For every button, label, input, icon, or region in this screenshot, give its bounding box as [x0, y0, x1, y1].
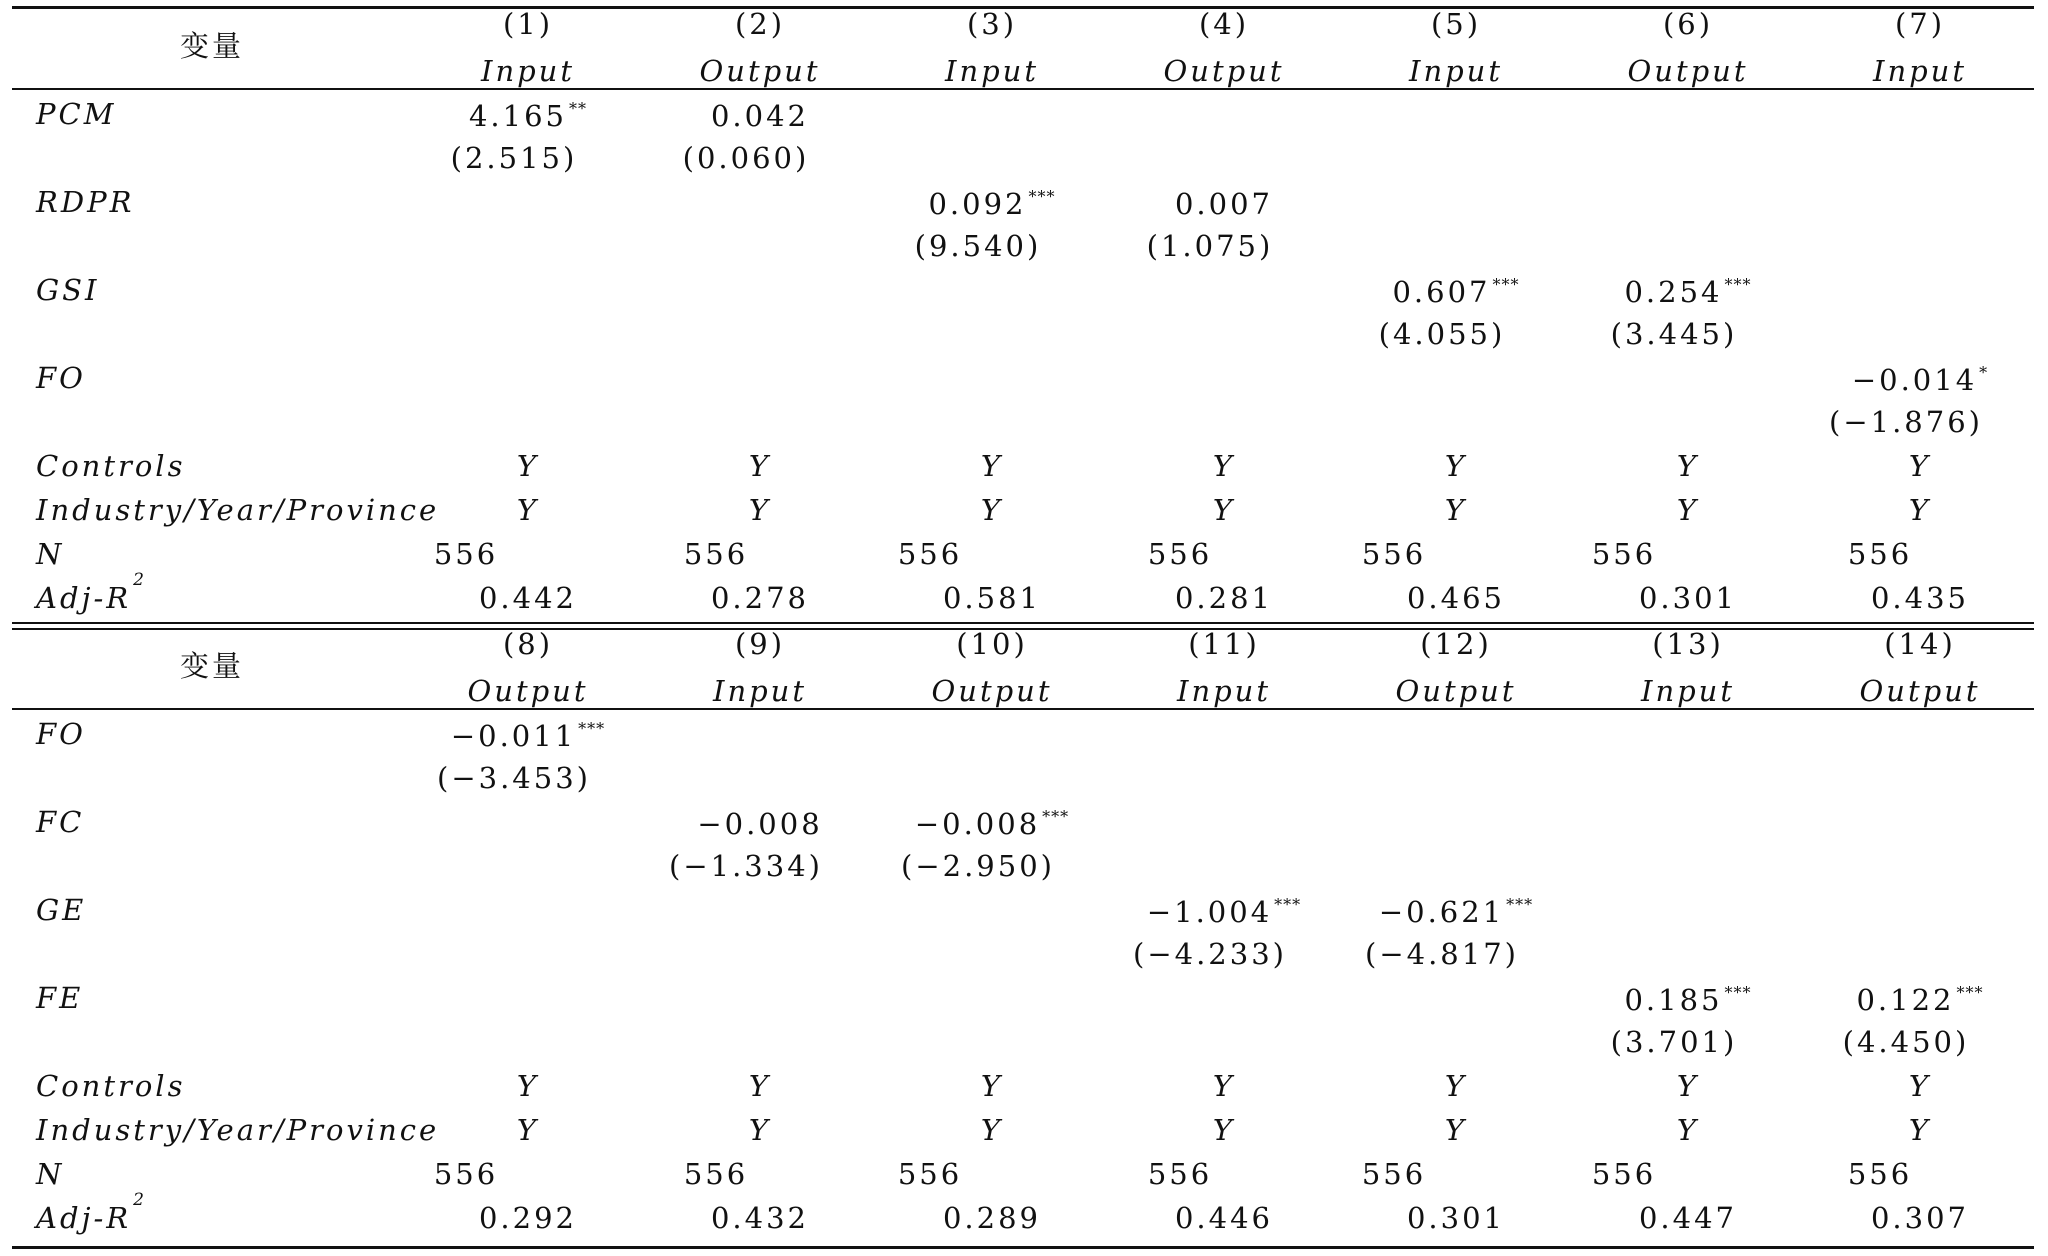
controls-label: Controls [36, 1069, 186, 1103]
adj-r2-value: 0.442 [478, 581, 578, 615]
t-statistic: (−1.876) [1829, 405, 1983, 439]
column-type: Input [712, 674, 808, 708]
t-statistic: (−1.334) [669, 849, 823, 883]
adj-r2-value: 0.447 [1638, 1201, 1738, 1235]
n-value: 556 [1591, 1157, 1657, 1191]
coefficient-value: −0.014 * [1851, 363, 1989, 397]
coefficient-value: 0.042 [710, 99, 810, 133]
column-number: (5) [1430, 7, 1482, 41]
fixed-effects-value: Y [1212, 493, 1236, 527]
t-statistic: (1.075) [1146, 229, 1274, 263]
coefficient-value: −1.004 *** [1146, 895, 1302, 929]
coefficient-value: −0.008 *** [914, 807, 1070, 841]
t-statistic: (4.055) [1378, 317, 1506, 351]
adj-r2-value: 0.281 [1174, 581, 1274, 615]
header-variable-label: 变量 [179, 649, 245, 683]
header-rule-b [12, 708, 2034, 710]
separator-rule-1 [12, 622, 2034, 624]
coefficient-value: −0.621 *** [1378, 895, 1534, 929]
variable-label: FO [36, 717, 86, 751]
controls-value: Y [1444, 449, 1468, 483]
column-number: (3) [966, 7, 1018, 41]
column-type: Input [1408, 54, 1504, 88]
fixed-effects-value: Y [1444, 1113, 1468, 1147]
variable-label: PCM [36, 97, 117, 131]
controls-value: Y [516, 449, 540, 483]
significance-stars: ** [569, 99, 588, 118]
variable-label: RDPR [36, 185, 135, 219]
column-number: (10) [956, 627, 1028, 661]
adj-r2-label: Adj-$R^2$ [36, 570, 147, 615]
fixed-effects-value: Y [748, 493, 772, 527]
controls-value: Y [516, 1069, 540, 1103]
column-type: Output [1163, 54, 1285, 88]
n-label: N [36, 1157, 65, 1191]
n-value: 556 [1147, 537, 1213, 571]
fixed-effects-value: Y [1676, 493, 1700, 527]
controls-value: Y [1212, 449, 1236, 483]
significance-stars: *** [1492, 275, 1520, 294]
coefficient-value: 4.165 ** [468, 99, 588, 133]
column-number: (9) [734, 627, 786, 661]
controls-value: Y [748, 449, 772, 483]
coefficient-value: 0.607 *** [1392, 275, 1520, 309]
column-number: (8) [502, 627, 554, 661]
controls-label: Controls [36, 449, 186, 483]
t-statistic: (−3.453) [437, 761, 591, 795]
fixed-effects-label: Industry/Year/Province [36, 493, 440, 527]
column-number: (2) [734, 7, 786, 41]
coefficient-value: −0.011 *** [450, 719, 606, 753]
fixed-effects-value: Y [516, 493, 540, 527]
significance-stars: *** [1724, 275, 1752, 294]
superscript: 2 [133, 570, 147, 591]
adj-r2-value: 0.432 [710, 1201, 810, 1235]
adj-r2-value: 0.292 [478, 1201, 578, 1235]
fixed-effects-value: Y [1908, 493, 1932, 527]
column-type: Output [1627, 54, 1749, 88]
column-number: (6) [1662, 7, 1714, 41]
t-statistic: (3.701) [1610, 1025, 1738, 1059]
significance-stars: *** [1028, 187, 1056, 206]
coefficient-value: 0.122 *** [1856, 983, 1984, 1017]
variable-label: FC [36, 805, 85, 839]
n-value: 556 [1361, 537, 1427, 571]
column-number: (1) [502, 7, 554, 41]
significance-stars: *** [1506, 895, 1534, 914]
t-statistic: (−4.233) [1133, 937, 1287, 971]
t-statistic: (0.060) [682, 141, 810, 175]
coefficient-value: 0.185 *** [1624, 983, 1752, 1017]
column-type: Input [1176, 674, 1272, 708]
adj-r2-value: 0.465 [1406, 581, 1506, 615]
controls-value: Y [1908, 449, 1932, 483]
column-number: (14) [1884, 627, 1956, 661]
n-label: N [36, 537, 65, 571]
fixed-effects-value: Y [516, 1113, 540, 1147]
n-value: 556 [1361, 1157, 1427, 1191]
adj-r2-value: 0.435 [1870, 581, 1970, 615]
n-value: 556 [1847, 537, 1913, 571]
column-number: (13) [1652, 627, 1724, 661]
t-statistic: (−2.950) [901, 849, 1055, 883]
fixed-effects-label: Industry/Year/Province [36, 1113, 440, 1147]
n-value: 556 [683, 1157, 749, 1191]
controls-value: Y [980, 1069, 1004, 1103]
column-type: Input [480, 54, 576, 88]
t-statistic: (3.445) [1610, 317, 1738, 351]
significance-stars: *** [578, 719, 606, 738]
column-number: (12) [1420, 627, 1492, 661]
column-type: Output [931, 674, 1053, 708]
variable-label: GSI [36, 273, 100, 307]
header-variable-label: 变量 [179, 29, 245, 63]
coefficient-value: 0.254 *** [1624, 275, 1752, 309]
adj-r2-value: 0.307 [1870, 1201, 1970, 1235]
adj-r2-value: 0.301 [1406, 1201, 1506, 1235]
adj-r2-value: 0.446 [1174, 1201, 1274, 1235]
n-value: 556 [1591, 537, 1657, 571]
adj-r2-value: 0.301 [1638, 581, 1738, 615]
column-number: (11) [1188, 627, 1260, 661]
fixed-effects-value: Y [1212, 1113, 1236, 1147]
fixed-effects-value: Y [1908, 1113, 1932, 1147]
fixed-effects-value: Y [1676, 1113, 1700, 1147]
column-type: Output [1395, 674, 1517, 708]
adj-r2-value: 0.581 [942, 581, 1042, 615]
significance-stars: * [1979, 363, 1989, 382]
fixed-effects-value: Y [748, 1113, 772, 1147]
coefficient-value: 0.007 [1174, 187, 1274, 221]
n-value: 556 [897, 537, 963, 571]
coefficient-value: 0.092 *** [928, 187, 1056, 221]
superscript: 2 [133, 1190, 147, 1211]
controls-value: Y [1908, 1069, 1932, 1103]
controls-value: Y [1444, 1069, 1468, 1103]
controls-value: Y [748, 1069, 772, 1103]
n-value: 556 [897, 1157, 963, 1191]
significance-stars: *** [1274, 895, 1302, 914]
variable-label: GE [36, 893, 87, 927]
column-type: Output [699, 54, 821, 88]
column-type: Output [1859, 674, 1981, 708]
t-statistic: (2.515) [450, 141, 578, 175]
header-rule-a [12, 88, 2034, 90]
column-number: (7) [1894, 7, 1946, 41]
column-number: (4) [1198, 7, 1250, 41]
n-value: 556 [1147, 1157, 1213, 1191]
column-type: Input [1640, 674, 1736, 708]
t-statistic: (4.450) [1842, 1025, 1970, 1059]
coefficient-value: −0.008 [697, 807, 823, 841]
variable-label: FE [36, 981, 84, 1015]
fixed-effects-value: Y [980, 493, 1004, 527]
adj-r2-value: 0.278 [710, 581, 810, 615]
n-value: 556 [683, 537, 749, 571]
n-value: 556 [433, 537, 499, 571]
controls-value: Y [980, 449, 1004, 483]
significance-stars: *** [1956, 983, 1984, 1002]
controls-value: Y [1676, 449, 1700, 483]
controls-value: Y [1676, 1069, 1700, 1103]
adj-r2-label: Adj-$R^2$ [36, 1190, 147, 1235]
column-type: Input [944, 54, 1040, 88]
column-type: Input [1872, 54, 1968, 88]
significance-stars: *** [1042, 807, 1070, 826]
bottom-rule [12, 1246, 2034, 1249]
controls-value: Y [1212, 1069, 1236, 1103]
fixed-effects-value: Y [980, 1113, 1004, 1147]
t-statistic: (9.540) [914, 229, 1042, 263]
fixed-effects-value: Y [1444, 493, 1468, 527]
variable-label: FO [36, 361, 86, 395]
n-value: 556 [433, 1157, 499, 1191]
top-rule [12, 6, 2034, 9]
significance-stars: *** [1724, 983, 1752, 1002]
n-value: 556 [1847, 1157, 1913, 1191]
column-type: Output [467, 674, 589, 708]
t-statistic: (−4.817) [1365, 937, 1519, 971]
adj-r2-value: 0.289 [942, 1201, 1042, 1235]
